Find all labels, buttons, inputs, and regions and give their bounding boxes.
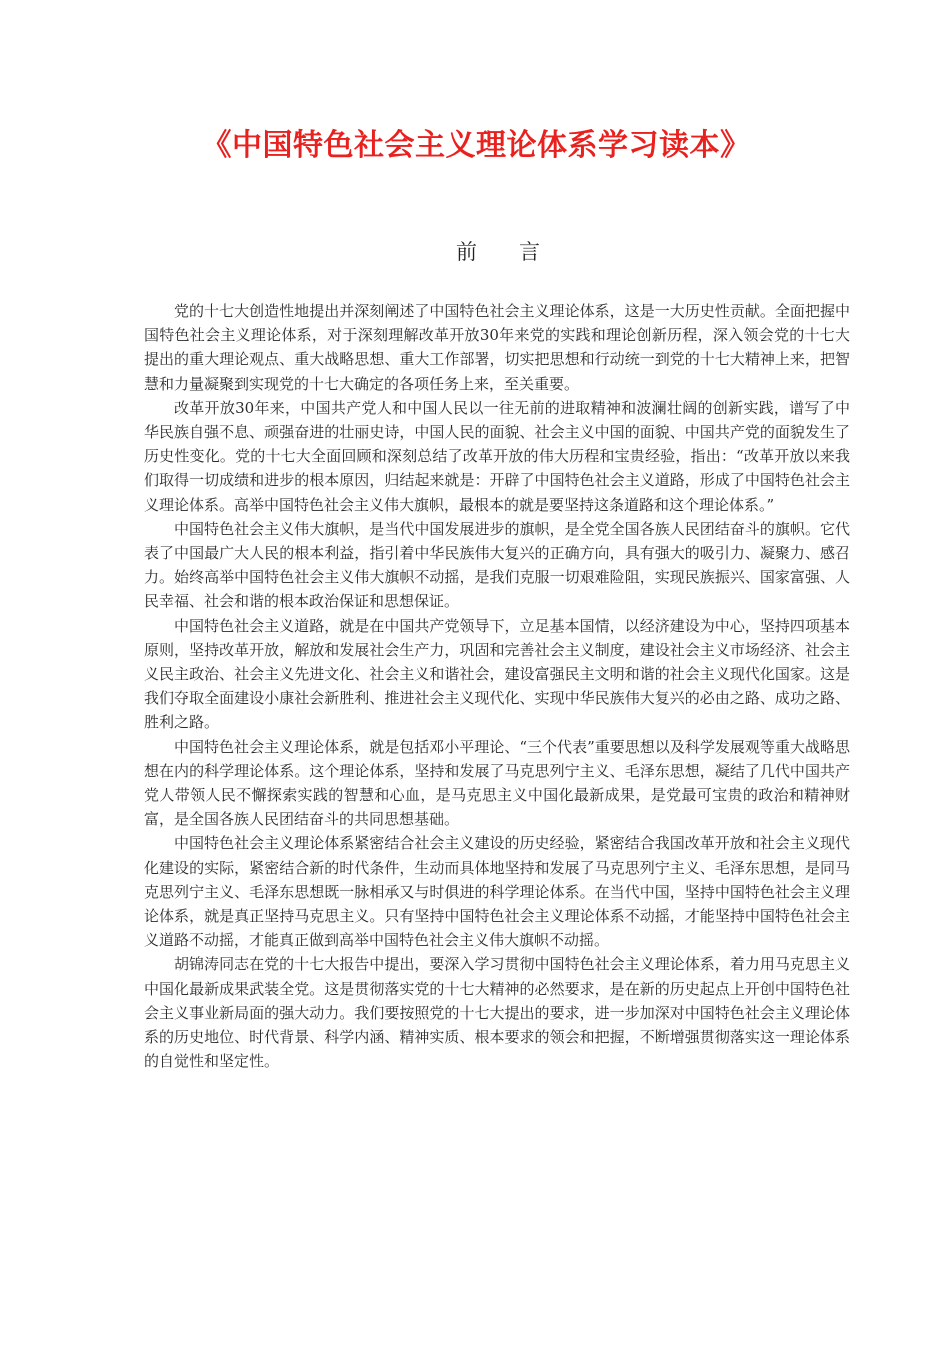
document-title: 《中国特色社会主义理论体系学习读本》 bbox=[201, 128, 751, 163]
paragraph-2: 改革开放30年来，中国共产党人和中国人民以一往无前的进取精神和波澜壮阔的创新实践，谱写了中华民族自强不息、顽强奋进的壮丽史诗，中国人民的面貌、社会主义中国的面貌、中国共产党的面貌发生了历史性变化。党的十七大全面回顾和深刻总结了改革开放的伟大历程和宝贵经验，指出：“改革开放以来我们取得一切成绩和进步的根本原因，归结起来就是：开辟了中国特色社会主义道路，形成了中国特色社会主义理论体系。高举中国特色社会主义伟大旗帜，最根本的就是要坚持这条道路和这个理论体系。” bbox=[144, 398, 850, 514]
section-heading-char-1: 前 bbox=[456, 240, 477, 264]
section-heading-char-2: 言 bbox=[519, 240, 540, 264]
paragraph-3: 中国特色社会主义伟大旗帜，是当代中国发展进步的旗帜，是全党全国各族人民团结奋斗的旗帜。它代表了中国最广大人民的根本利益，指引着中华民族伟大复兴的正确方向，具有强大的吸引力、凝聚力、感召力。始终高举中国特色社会主义伟大旗帜不动摇，是我们克服一切艰难险阻，实现民族振兴、国家富强、人民幸福、社会和谐的根本政治保证和思想保证。 bbox=[144, 519, 850, 611]
preface-body bbox=[144, 299, 850, 1074]
section-heading-preface bbox=[0, 237, 952, 267]
paragraph-1: 党的十七大创造性地提出并深刻阐述了中国特色社会主义理论体系，这是一大历史性贡献。全面把握中国特色社会主义理论体系，对于深刻理解改革开放30年来党的实践和理论创新历程，深入领会党的十七大提出的重大理论观点、重大战略思想、重大工作部署，切实把思想和行动统一到党的十七大精神上来，把智慧和力量凝聚到实现党的十七大确定的各项任务上来，至关重要。 bbox=[144, 302, 850, 393]
paragraph-5: 中国特色社会主义理论体系，就是包括邓小平理论、“三个代表”重要思想以及科学发展观等重大战略思想在内的科学理论体系。这个理论体系，坚持和发展了马克思列宁主义、毛泽东思想，凝结了几代中国共产党人带领人民不懈探索实践的智慧和心血，是马克思主义中国化最新成果，是党最可宝贵的政治和精神财富，是全国各族人民团结奋斗的共同思想基础。 bbox=[144, 737, 850, 829]
paragraph-4: 中国特色社会主义道路，就是在中国共产党领导下，立足基本国情，以经济建设为中心，坚持四项基本原则，坚持改革开放，解放和发展社会生产力，巩固和完善社会主义制度，建设社会主义市场经济、社会主义民主政治、社会主义先进文化、社会主义和谐社会，建设富强民主文明和谐的社会主义现代化国家。这是我们夺取全面建设小康社会新胜利、推进社会主义现代化、实现中华民族伟大复兴的必由之路、成功之路、胜利之路。 bbox=[144, 616, 850, 732]
paragraph-7: 胡锦涛同志在党的十七大报告中提出，要深入学习贯彻中国特色社会主义理论体系，着力用马克思主义中国化最新成果武装全党。这是贯彻落实党的十七大精神的必然要求，是在新的历史起点上开创中国特色社会主义事业新局面的强大动力。我们要按照党的十七大提出的要求，进一步加深对中国特色社会主义理论体系的历史地位、时代背景、科学内涵、精神实质、根本要求的领会和把握，不断增强贯彻落实这一理论体系的自觉性和坚定性。 bbox=[144, 955, 850, 1071]
paragraph-6: 中国特色社会主义理论体系紧密结合社会主义建设的历史经验，紧密结合我国改革开放和社会主义现代化建设的实际，紧密结合新的时代条件，生动而具体地坚持和发展了马克思列宁主义、毛泽东思想，是同马克思列宁主义、毛泽东思想既一脉相承又与时俱进的科学理论体系。在当代中国，坚持中国特色社会主义理论体系，就是真正坚持马克思主义。只有坚持中国特色社会主义理论体系不动摇，才能坚持中国特色社会主义道路不动摇，才能真正做到高举中国特色社会主义伟大旗帜不动摇。 bbox=[144, 834, 850, 950]
